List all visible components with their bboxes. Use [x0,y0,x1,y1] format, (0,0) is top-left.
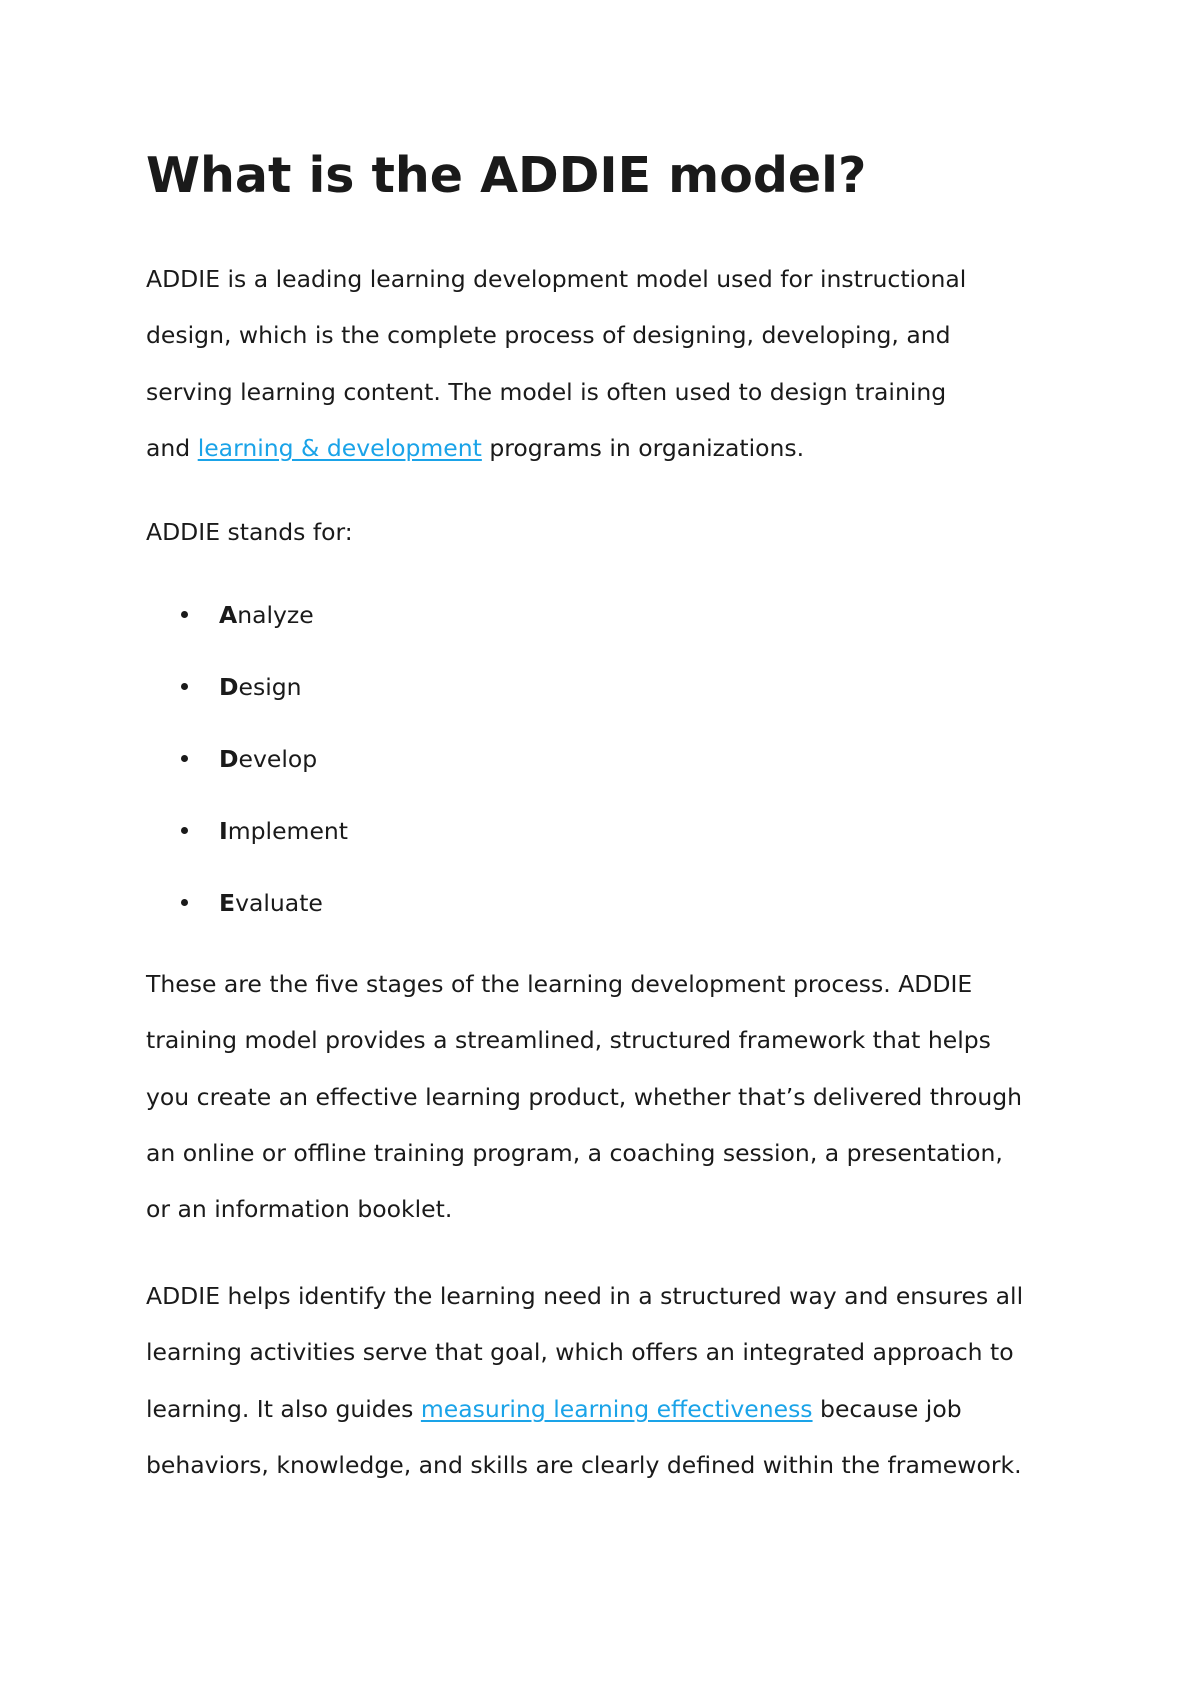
bullet-icon [181,683,188,690]
summary-line: training model provides a streamlined, structured framework that helps [146,1026,991,1055]
intro-line: ADDIE is a leading learning development model used for instructional [146,265,967,293]
stands-for-label [146,504,353,560]
page-title: What is the ADDIE model? [146,147,867,204]
stage-rest: esign [238,673,302,701]
stage-rest: mplement [227,817,349,845]
stage-initial: D [219,673,239,701]
intro-line: serving learning content. The model is often used to design training [146,377,947,406]
list-item [146,587,348,659]
stage-rest: evelop [238,745,318,773]
bullet-icon [181,827,188,834]
measuring-effectiveness-link[interactable]: measuring learning effectiveness [420,1394,813,1423]
summary-line: you create an effective learning product, whether that’s delivered through [146,1082,1023,1111]
stands-for-text: ADDIE stands for: [146,518,353,546]
learning-development-link[interactable]: learning & development [197,433,482,462]
summary-paragraph [146,956,1022,1237]
stage-initial: E [219,889,236,917]
summary-line: or an information booklet. [146,1195,453,1224]
list-item [146,659,348,731]
bullet-icon [181,611,188,618]
list-item [146,875,348,947]
benefits-text: learning. It also guides [146,1394,421,1423]
bullet-icon [181,899,188,906]
benefits-line: ADDIE helps identify the learning need in a structured way and ensures all [146,1282,1024,1310]
intro-text: programs in organizations. [481,433,805,462]
bullet-icon [181,755,188,762]
intro-text: and [146,433,198,462]
summary-line: an online or offline training program, a coaching session, a presentation, [146,1138,1003,1167]
stage-list [146,587,348,947]
benefits-line [146,1381,1023,1437]
intro-line: design, which is the complete process of designing, developing, and [146,321,951,350]
stage-rest: nalyze [237,601,314,629]
stage-initial: A [219,601,238,629]
benefits-paragraph [146,1268,1023,1493]
intro-line [146,420,966,476]
list-item [146,803,348,875]
summary-line: These are the five stages of the learning development process. ADDIE [146,970,973,998]
benefits-line: behaviors, knowledge, and skills are clearly defined within the framework. [146,1450,1022,1479]
benefits-text: because job [812,1394,962,1423]
intro-paragraph [146,251,966,476]
list-item [146,731,348,803]
benefits-line: learning activities serve that goal, which offers an integrated approach to [146,1338,1014,1367]
stage-rest: valuate [235,889,323,917]
stage-initial: D [219,745,239,773]
stage-initial: I [219,817,228,845]
